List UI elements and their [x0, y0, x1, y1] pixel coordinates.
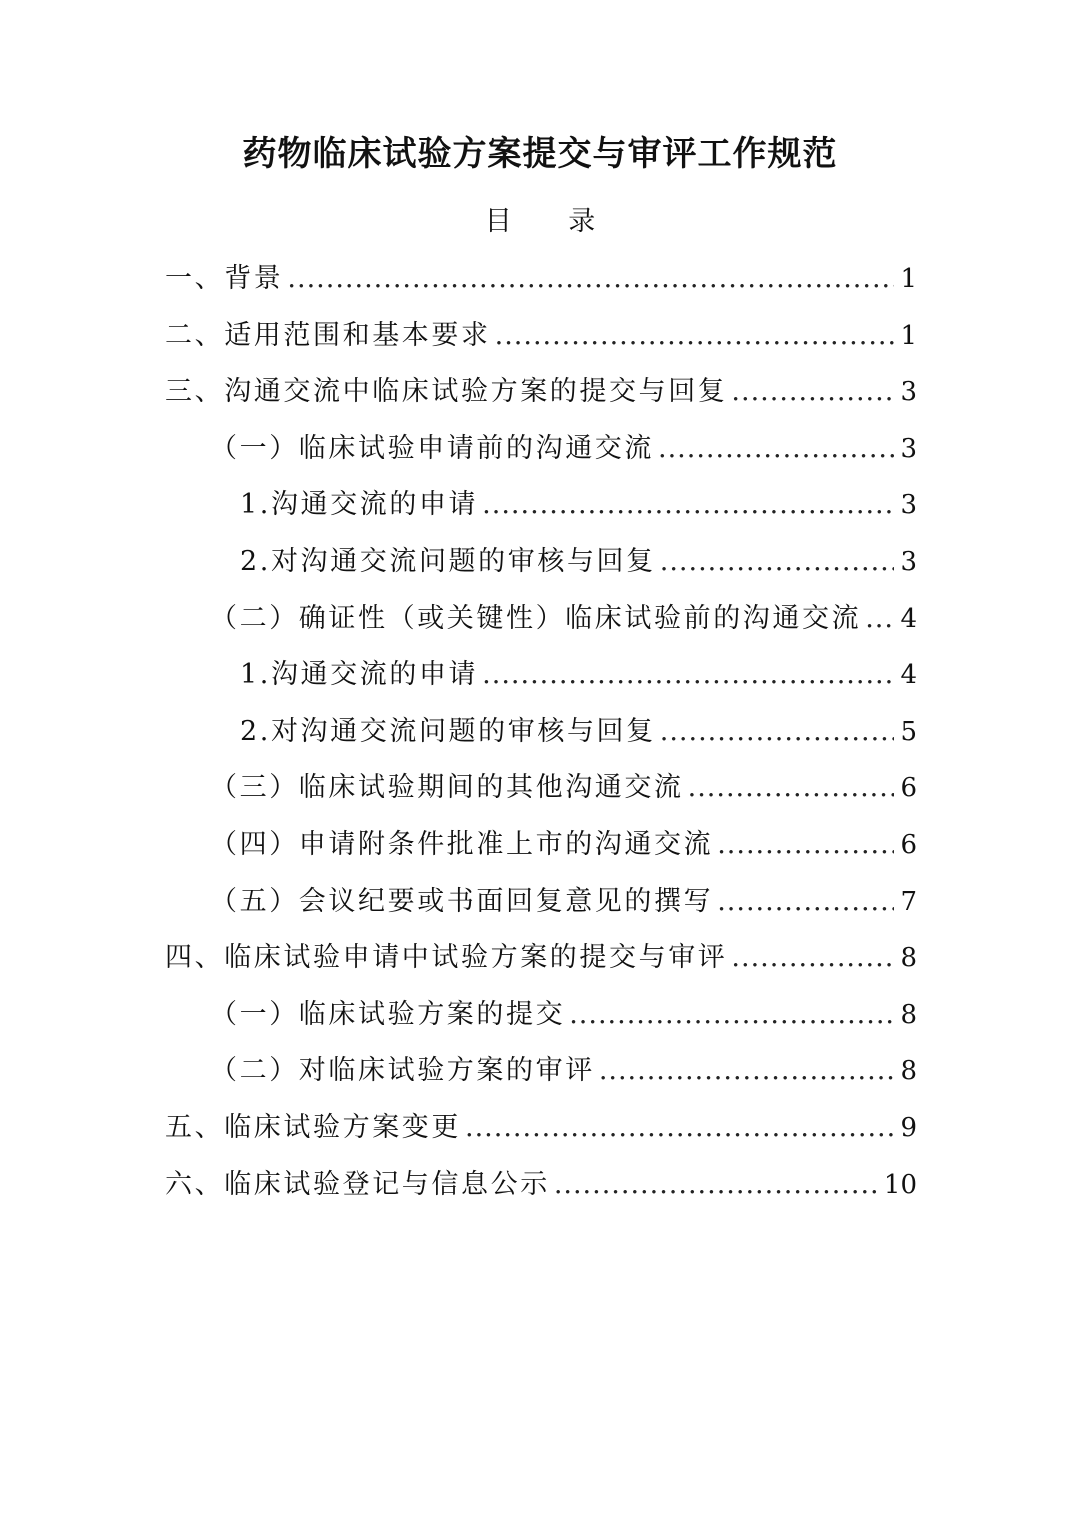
toc-entry-label: 一、背景	[165, 263, 284, 294]
toc-entry[interactable]	[210, 764, 917, 812]
toc-dot-leader	[287, 255, 894, 303]
toc-dot-leader	[554, 1161, 878, 1209]
toc-entry[interactable]	[240, 481, 917, 529]
toc-entry[interactable]	[165, 1161, 917, 1209]
toc-entry-label: （二）对临床试验方案的审评	[210, 1055, 595, 1087]
toc-entry-page-number: 1	[900, 320, 917, 351]
toc-entry-label: （四）申请附条件批准上市的沟通交流	[210, 829, 714, 860]
toc-entry-label: （二）确证性（或关键性）临床试验前的沟通交流	[210, 602, 862, 634]
toc-dot-leader	[660, 538, 895, 586]
toc-entry[interactable]	[210, 821, 917, 869]
toc-entry-page-number: 3	[900, 433, 917, 464]
toc-entry[interactable]	[165, 1104, 917, 1152]
toc-entry[interactable]	[210, 878, 917, 926]
toc-entry-page-number: 1	[900, 264, 917, 294]
toc-dot-leader	[495, 312, 895, 360]
toc-entry-label: （三）临床试验期间的其他沟通交流	[210, 772, 684, 804]
toc-entry-page-number: 8	[900, 943, 917, 974]
toc-dot-leader	[599, 1047, 895, 1095]
toc-entry-label: （一）临床试验申请前的沟通交流	[210, 432, 654, 464]
toc-entry[interactable]	[165, 934, 917, 982]
toc-entry-page-number: 3	[900, 490, 917, 521]
toc-entry[interactable]	[210, 425, 917, 473]
toc-entry-label: 四、临床试验申请中试验方案的提交与审评	[165, 942, 728, 974]
toc-entry-page-number: 8	[900, 999, 917, 1030]
toc-entry-page-number: 3	[900, 547, 917, 577]
toc-entry-label: 二、适用范围和基本要求	[165, 319, 491, 351]
toc-entry-label: （五）会议纪要或书面回复意见的撰写	[210, 885, 714, 917]
toc-entry[interactable]	[165, 368, 917, 416]
toc-entry-label: 1.沟通交流的申请	[240, 489, 479, 521]
toc-dot-leader	[688, 764, 895, 812]
toc-entry[interactable]	[240, 651, 917, 699]
toc-dot-leader	[660, 708, 895, 756]
toc-entry-page-number: 5	[900, 716, 917, 747]
toc-dot-leader	[865, 595, 894, 643]
toc-entry-label: 1.沟通交流的申请	[240, 659, 479, 691]
toc-dot-leader	[658, 425, 894, 473]
toc-entry-label: 2.对沟通交流问题的审核与回复	[240, 715, 656, 747]
document-title: 药物临床试验方案提交与审评工作规范	[242, 134, 838, 174]
toc-entry[interactable]	[240, 538, 917, 586]
toc-entry-page-number: 6	[900, 773, 917, 804]
toc-entry-page-number: 8	[900, 1056, 917, 1087]
toc-entry-label: 六、临床试验登记与信息公示	[165, 1168, 550, 1200]
toc-entry-label: 三、沟通交流中临床试验方案的提交与回复	[165, 376, 728, 408]
toc-dot-leader	[717, 878, 894, 926]
toc-entry-page-number: 3	[900, 377, 917, 408]
toc-heading: 目 录	[484, 206, 620, 237]
toc-entry-page-number: 6	[900, 830, 917, 860]
toc-entry-label: （一）临床试验方案的提交	[210, 998, 566, 1030]
toc-entry[interactable]	[165, 312, 917, 360]
toc-entry-label: 2.对沟通交流问题的审核与回复	[240, 546, 656, 577]
toc-dot-leader	[731, 934, 894, 982]
toc-entry[interactable]	[210, 1047, 917, 1095]
toc-dot-leader	[482, 651, 894, 699]
toc-entry[interactable]	[210, 595, 917, 643]
toc-entry-page-number: 7	[900, 886, 917, 917]
toc-entry-page-number: 10	[883, 1169, 917, 1200]
toc-entry[interactable]	[240, 708, 917, 756]
toc-dot-leader	[465, 1104, 894, 1152]
toc-dot-leader	[569, 991, 894, 1039]
toc-entry-page-number: 4	[900, 660, 917, 691]
toc-entry-page-number: 9	[900, 1113, 917, 1143]
toc-entry-page-number: 4	[900, 603, 917, 634]
toc-entry-label: 五、临床试验方案变更	[165, 1112, 461, 1143]
toc-entry[interactable]	[165, 255, 917, 303]
toc-dot-leader	[717, 821, 894, 869]
toc-entry[interactable]	[210, 991, 917, 1039]
toc-dot-leader	[731, 368, 894, 416]
toc-dot-leader	[482, 481, 894, 529]
